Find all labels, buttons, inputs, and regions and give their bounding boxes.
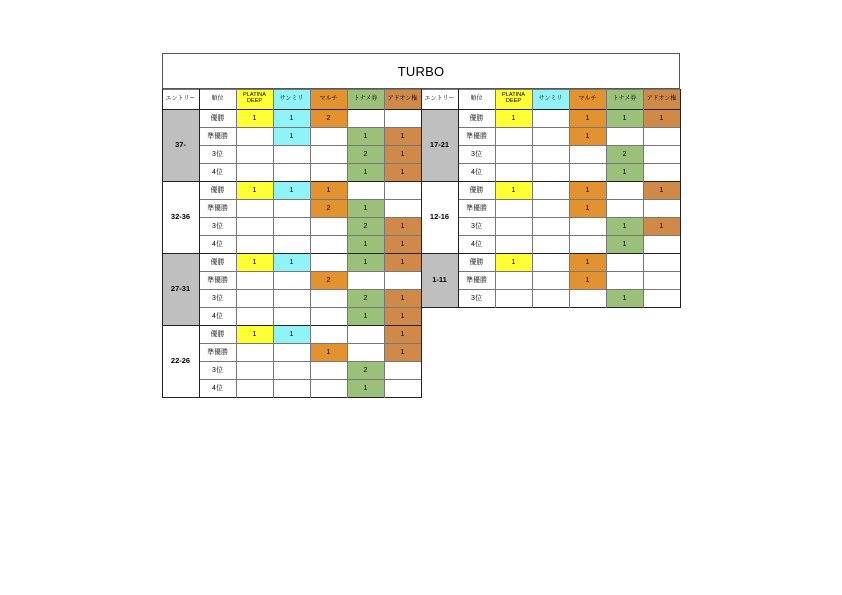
- right-prize-cell: [495, 145, 532, 163]
- left-prize-cell: [384, 109, 421, 127]
- grid-line: [421, 181, 681, 182]
- right-prize-cell: 1: [643, 181, 680, 199]
- grid-line: [643, 89, 644, 308]
- right-prize-cell: [495, 199, 532, 217]
- right-rank-label: 準優勝: [466, 204, 487, 212]
- grid-line: [421, 253, 681, 254]
- right-prize-cell: [569, 217, 606, 235]
- left-prize-cell: 2: [347, 289, 384, 307]
- left-rank-label: 準優勝: [207, 276, 228, 284]
- grid-line: [199, 89, 200, 398]
- left-rank-label: 4位: [212, 240, 223, 248]
- right-prize-cell: 1: [495, 253, 532, 271]
- left-header-entry: エントリー: [165, 96, 196, 102]
- right-prize-cell: [569, 289, 606, 307]
- left-prize-cell: 1: [384, 325, 421, 343]
- grid-line: [162, 253, 422, 254]
- sheet-title: TURBO: [162, 53, 680, 89]
- left-prize-cell: [310, 145, 347, 163]
- right-rank-label: 優勝: [469, 258, 484, 266]
- left-prize-cell: 1: [236, 109, 273, 127]
- left-rank-label: 優勝: [210, 186, 225, 194]
- right-prize-cell: [606, 271, 643, 289]
- right-header-col-1: サンミリ: [532, 89, 569, 109]
- right-prize-cell: [532, 253, 569, 271]
- left-prize-cell: 2: [310, 271, 347, 289]
- left-rank-label: 優勝: [210, 114, 225, 122]
- right-prize-cell: [643, 289, 680, 307]
- left-prize-cell: [384, 199, 421, 217]
- right-prize-cell: 1: [569, 199, 606, 217]
- left-prize-cell: [273, 289, 310, 307]
- right-prize-cell: [495, 163, 532, 181]
- left-prize-cell: 2: [347, 217, 384, 235]
- left-prize-cell: [310, 307, 347, 325]
- right-prize-cell: [532, 289, 569, 307]
- left-header-col-1: サンミリ: [273, 89, 310, 109]
- grid-line: [606, 89, 607, 308]
- left-prize-cell: 1: [310, 343, 347, 361]
- right-rank-label: 優勝: [469, 186, 484, 194]
- grid-line: [162, 397, 422, 398]
- left-prize-cell: [273, 361, 310, 379]
- grid-line: [347, 89, 348, 398]
- left-prize-cell: [273, 145, 310, 163]
- grid-line: [421, 89, 422, 308]
- left-prize-cell: [384, 379, 421, 397]
- grid-line: [680, 89, 681, 308]
- right-prize-cell: [643, 163, 680, 181]
- left-prize-cell: 1: [236, 325, 273, 343]
- right-rank-label: 3位: [471, 294, 482, 302]
- left-prize-cell: [347, 343, 384, 361]
- left-prize-cell: [273, 379, 310, 397]
- left-rank-label: 4位: [212, 384, 223, 392]
- left-header-col-0: PLATINA DEEP: [236, 89, 273, 109]
- left-rank-label: 準優勝: [207, 132, 228, 140]
- left-prize-cell: 1: [384, 343, 421, 361]
- left-prize-cell: [236, 163, 273, 181]
- left-prize-cell: [310, 379, 347, 397]
- right-prize-cell: [606, 181, 643, 199]
- left-prize-cell: [310, 253, 347, 271]
- left-entry-range: 37-: [162, 109, 199, 181]
- grid-line: [162, 89, 422, 90]
- right-prize-cell: [532, 181, 569, 199]
- right-prize-cell: [643, 199, 680, 217]
- left-rank-label: 3位: [212, 150, 223, 158]
- right-rank-label: 4位: [471, 168, 482, 176]
- grid-line: [532, 89, 533, 308]
- left-prize-cell: 2: [347, 145, 384, 163]
- left-prize-cell: [236, 145, 273, 163]
- right-prize-cell: 1: [606, 289, 643, 307]
- left-prize-cell: 1: [236, 181, 273, 199]
- grid-line: [273, 89, 274, 398]
- right-prize-cell: [495, 217, 532, 235]
- left-prize-cell: [310, 163, 347, 181]
- right-rank-label: 4位: [471, 240, 482, 248]
- right-prize-cell: [606, 199, 643, 217]
- right-prize-cell: 1: [606, 163, 643, 181]
- left-prize-cell: 1: [384, 145, 421, 163]
- left-prize-cell: 1: [384, 253, 421, 271]
- left-prize-cell: 1: [347, 235, 384, 253]
- left-rank-label: 4位: [212, 168, 223, 176]
- right-prize-cell: [643, 235, 680, 253]
- left-prize-cell: [347, 325, 384, 343]
- right-prize-cell: 1: [569, 271, 606, 289]
- left-prize-cell: [273, 343, 310, 361]
- left-prize-cell: 1: [310, 181, 347, 199]
- left-prize-cell: [273, 199, 310, 217]
- right-prize-cell: 1: [643, 109, 680, 127]
- left-prize-cell: 1: [273, 181, 310, 199]
- right-header-col-2: マルチ: [569, 89, 606, 109]
- right-prize-cell: 1: [495, 109, 532, 127]
- right-prize-cell: 1: [643, 217, 680, 235]
- left-prize-cell: [236, 271, 273, 289]
- right-rank-label: 優勝: [469, 114, 484, 122]
- grid-line: [495, 89, 496, 308]
- right-prize-cell: 1: [495, 181, 532, 199]
- right-rank-label: 準優勝: [466, 276, 487, 284]
- right-prize-cell: [532, 271, 569, 289]
- right-prize-cell: [532, 199, 569, 217]
- left-prize-cell: [236, 379, 273, 397]
- grid-line: [569, 89, 570, 308]
- left-rank-label: 優勝: [210, 330, 225, 338]
- left-prize-cell: 1: [384, 127, 421, 145]
- right-prize-cell: [532, 145, 569, 163]
- left-prize-cell: [236, 343, 273, 361]
- right-prize-cell: [643, 127, 680, 145]
- left-prize-cell: 1: [273, 127, 310, 145]
- right-rank-label: 3位: [471, 150, 482, 158]
- right-prize-cell: 1: [569, 109, 606, 127]
- right-entry-range: 1-11: [421, 253, 458, 307]
- grid-line: [421, 89, 681, 90]
- right-header-rank: 順位: [470, 96, 483, 102]
- left-header-col-4: アドオン権: [384, 89, 421, 109]
- right-prize-cell: 1: [606, 109, 643, 127]
- left-prize-cell: 1: [347, 127, 384, 145]
- left-prize-cell: [273, 217, 310, 235]
- left-rank-label: 優勝: [210, 258, 225, 266]
- left-entry-range: 27-31: [162, 253, 199, 325]
- left-prize-cell: [236, 307, 273, 325]
- grid-line: [458, 89, 459, 308]
- left-prize-cell: 1: [273, 253, 310, 271]
- left-rank-label: 3位: [212, 294, 223, 302]
- right-prize-cell: [606, 127, 643, 145]
- grid-line: [236, 89, 237, 398]
- right-rank-label: 準優勝: [466, 132, 487, 140]
- left-prize-cell: 1: [384, 289, 421, 307]
- left-prize-cell: 1: [384, 307, 421, 325]
- right-prize-cell: [495, 289, 532, 307]
- right-entry-range: 12-16: [421, 181, 458, 253]
- right-prize-cell: [532, 109, 569, 127]
- left-prize-cell: [384, 181, 421, 199]
- right-header-entry: エントリー: [424, 96, 455, 102]
- right-prize-cell: 2: [606, 145, 643, 163]
- right-prize-cell: [495, 271, 532, 289]
- left-prize-cell: 1: [236, 253, 273, 271]
- left-prize-cell: [384, 361, 421, 379]
- right-entry-range: 17-21: [421, 109, 458, 181]
- left-rank-label: 3位: [212, 366, 223, 374]
- left-prize-cell: 1: [347, 199, 384, 217]
- left-prize-cell: [236, 127, 273, 145]
- left-prize-cell: 1: [384, 235, 421, 253]
- left-prize-cell: 2: [310, 199, 347, 217]
- right-prize-cell: [532, 127, 569, 145]
- left-prize-cell: [310, 289, 347, 307]
- left-prize-cell: 1: [347, 163, 384, 181]
- left-prize-cell: [310, 235, 347, 253]
- left-prize-cell: 1: [347, 379, 384, 397]
- right-prize-cell: [532, 235, 569, 253]
- left-prize-cell: [273, 235, 310, 253]
- left-prize-cell: 1: [384, 163, 421, 181]
- left-header-col-2: マルチ: [310, 89, 347, 109]
- left-prize-cell: [236, 289, 273, 307]
- right-prize-cell: 1: [569, 181, 606, 199]
- right-prize-cell: [495, 235, 532, 253]
- left-rank-label: 3位: [212, 222, 223, 230]
- left-prize-cell: 1: [384, 217, 421, 235]
- right-prize-cell: 1: [606, 235, 643, 253]
- left-prize-cell: [273, 271, 310, 289]
- left-rank-label: 準優勝: [207, 204, 228, 212]
- right-prize-cell: 1: [569, 127, 606, 145]
- left-prize-cell: [347, 109, 384, 127]
- right-prize-cell: [569, 145, 606, 163]
- right-prize-cell: [532, 163, 569, 181]
- left-prize-cell: [310, 217, 347, 235]
- left-prize-cell: [310, 325, 347, 343]
- grid-line: [421, 307, 681, 308]
- right-prize-cell: [643, 253, 680, 271]
- grid-line: [310, 89, 311, 398]
- left-prize-cell: [236, 361, 273, 379]
- left-prize-cell: [273, 307, 310, 325]
- grid-line: [162, 181, 422, 182]
- right-prize-cell: [643, 271, 680, 289]
- right-prize-cell: [606, 253, 643, 271]
- left-prize-cell: [310, 361, 347, 379]
- right-prize-cell: [643, 145, 680, 163]
- left-prize-cell: [236, 235, 273, 253]
- left-header-rank: 順位: [211, 96, 224, 102]
- right-prize-cell: 1: [606, 217, 643, 235]
- right-header-col-3: トナメ券: [606, 89, 643, 109]
- grid-line: [421, 109, 681, 110]
- left-prize-cell: [236, 199, 273, 217]
- left-entry-range: 32-36: [162, 181, 199, 253]
- left-header-col-3: トナメ券: [347, 89, 384, 109]
- left-prize-cell: 1: [273, 109, 310, 127]
- grid-line: [162, 325, 422, 326]
- right-header-col-0: PLATINA DEEP: [495, 89, 532, 109]
- left-prize-cell: [347, 181, 384, 199]
- right-prize-cell: 1: [569, 253, 606, 271]
- left-rank-label: 準優勝: [207, 348, 228, 356]
- left-prize-cell: [384, 271, 421, 289]
- left-prize-cell: [310, 127, 347, 145]
- right-header-col-4: アドオン権: [643, 89, 680, 109]
- right-prize-cell: [569, 163, 606, 181]
- grid-line: [162, 109, 422, 110]
- left-prize-cell: 2: [347, 361, 384, 379]
- left-prize-cell: [236, 217, 273, 235]
- left-prize-cell: 2: [310, 109, 347, 127]
- left-prize-cell: 1: [273, 325, 310, 343]
- right-rank-label: 3位: [471, 222, 482, 230]
- grid-line: [384, 89, 385, 398]
- left-rank-label: 4位: [212, 312, 223, 320]
- left-entry-range: 22-26: [162, 325, 199, 397]
- left-prize-cell: [273, 163, 310, 181]
- left-prize-cell: [347, 271, 384, 289]
- right-prize-cell: [532, 217, 569, 235]
- right-prize-cell: [569, 235, 606, 253]
- right-prize-cell: [495, 127, 532, 145]
- left-prize-cell: 1: [347, 307, 384, 325]
- grid-line: [162, 89, 163, 398]
- left-prize-cell: 1: [347, 253, 384, 271]
